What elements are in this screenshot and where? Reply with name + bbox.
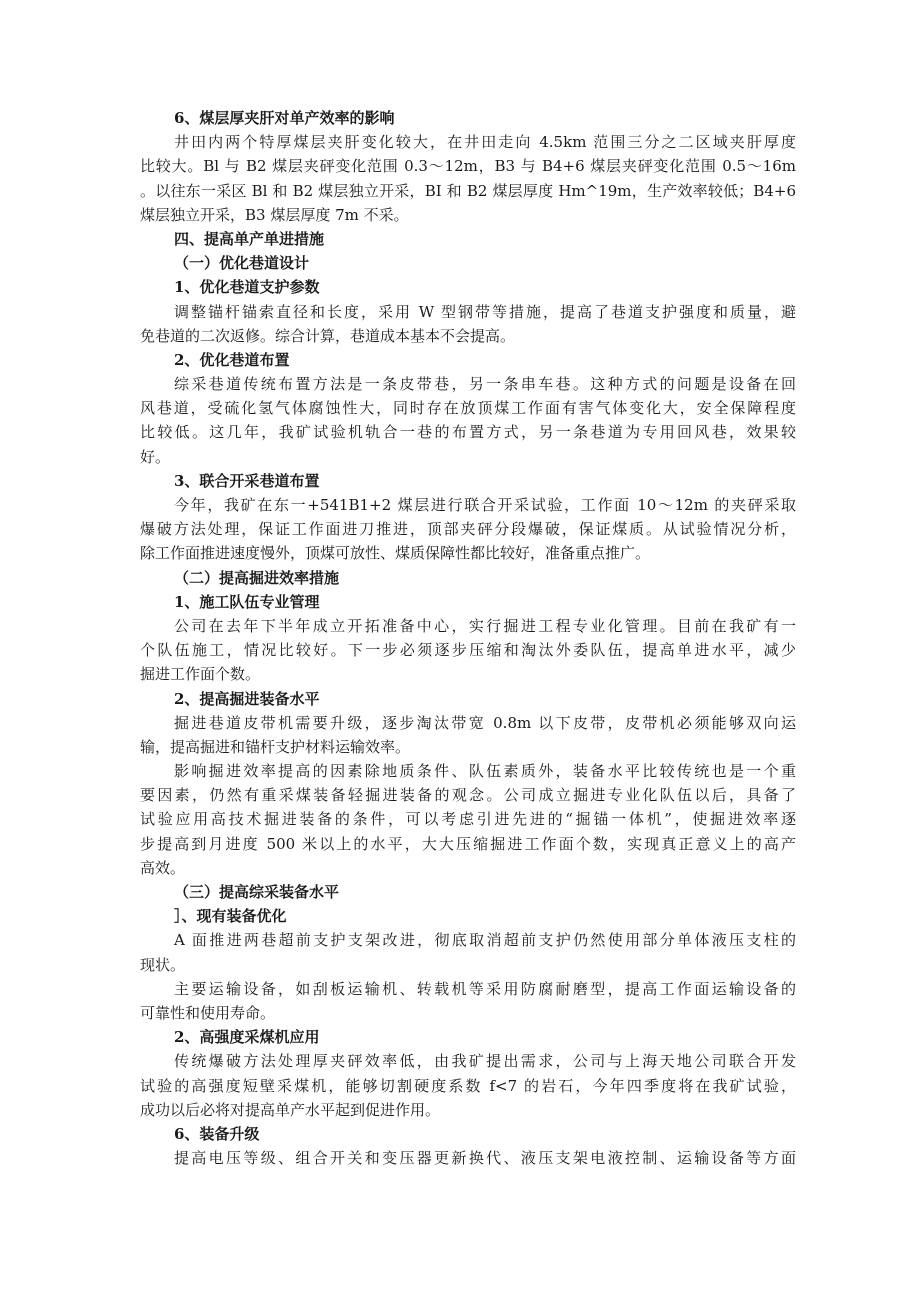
- paragraph-line: 掘进巷道皮带机需要升级，逐步淘汰带宽 0.8m 以下皮带，皮带机必须能够双向运: [174, 713, 796, 732]
- section-heading: 1、施工队伍专业管理: [174, 592, 320, 611]
- section-heading: ］、现有装备优化: [174, 907, 287, 926]
- paragraph-line: 传统爆破方法处理厚夹砰效率低，由我矿提出需求，公司与上海天地公司联合开发: [174, 1052, 796, 1071]
- paragraph-line: 试验应用高技术掘进装备的条件，可以考虑引进先进的“掘锚一体机”，使掘进效率逐: [140, 810, 796, 829]
- paragraph-line: 步提高到月进度 500 米以上的水平，大大压缩掘进工作面个数，实现真正意义上的高产: [140, 834, 796, 853]
- paragraph-line: 调整锚杆锚索直径和长度，采用 W 型钢带等措施，提高了巷道支护强度和质量，避: [174, 302, 796, 321]
- paragraph-line: 除工作面推进速度慢外，顶煤可放性、煤质保障性都比较好，准备重点推广。: [140, 544, 651, 563]
- paragraph-line: 试验的高强度短壁采煤机，能够切割硬度系数 f<7 的岩石，今年四季度将在我矿试验，: [140, 1076, 796, 1095]
- subsection-heading: （二）提高掘进效率措施: [174, 568, 340, 587]
- paragraph-line: 要因素，仍然有重采煤装备轻掘进装备的观念。公司成立掘进专业化队伍以后，具备了: [140, 786, 796, 805]
- paragraph-line: 公司在去年下半年成立开拓准备中心，实行掘进工程专业化管理。目前在我矿有一: [174, 616, 796, 635]
- section-heading: 2、提高掘进装备水平: [174, 689, 320, 708]
- paragraph-line: 成功以后必将对提高单产水平起到促进作用。: [140, 1100, 441, 1119]
- section-heading: 3、联合开采巷道布置: [174, 471, 320, 490]
- paragraph-line: 可靠性和使用寿命。: [140, 1003, 276, 1022]
- paragraph-line: 掘进工作面个数。: [140, 665, 261, 684]
- paragraph-line: 影响掘进效率提高的因素除地质条件、队伍素质外，装备水平比较传统也是一个重: [174, 762, 796, 781]
- paragraph-line: A 面推进两巷超前支护支架改进，彻底取消超前支护仍然使用部分单体液压支柱的: [174, 931, 796, 950]
- paragraph-line: 今年，我矿在东一+541B1+2 煤层进行联合开采试验，工作面 10～12m 的夹砰采取: [174, 496, 796, 514]
- paragraph-line: 个队伍施工，情况比较好。下一步必须逐步压缩和淘汰外委队伍，提高单进水平，减少: [140, 641, 796, 660]
- section-heading: 2、优化巷道布置: [174, 350, 290, 369]
- paragraph-line: 提高电压等级、组合开关和变压器更新换代、液压支架电液控制、运输设备等方面: [174, 1149, 796, 1168]
- section-heading: 2、高强度采煤机应用: [174, 1028, 320, 1047]
- section-heading: 6、煤层厚夹肝对单产效率的影响: [174, 109, 395, 127]
- paragraph-line: 综采巷道传统布置方法是一条皮带巷，另一条串车巷。这种方式的问题是设备在回: [174, 375, 796, 394]
- subsection-heading: （一）优化巷道设计: [174, 254, 310, 273]
- paragraph-line: 风巷道，受硫化氢气体腐蚀性大，同时存在放顶煤工作面有害气体变化大，安全保障程度: [140, 399, 796, 418]
- paragraph-line: 。以往东一采区 Bl 和 B2 煤层独立开采，BI 和 B2 煤层厚度 Hm^19m，生产效率较低；B4+6: [140, 181, 796, 200]
- document-page: [140, 106, 796, 1170]
- subsection-heading: （三）提高综采装备水平: [174, 883, 340, 901]
- paragraph-line: 输，提高掘进和锚杆支护材料运输效率。: [140, 737, 411, 756]
- paragraph-line: 井田内两个特厚煤层夹肝变化较大，在井田走向 4.5km 范围三分之二区域夹肝厚度: [174, 133, 796, 152]
- paragraph-line: 现状。: [140, 955, 186, 974]
- section-heading: 6、装备升级: [174, 1124, 260, 1143]
- section-heading: 1、优化巷道支护参数: [174, 278, 320, 297]
- paragraph-line: 比较低。这几年，我矿试验机轨合一巷的布置方式，另一条巷道为专用回风巷，效果较: [140, 423, 796, 442]
- paragraph-line: 煤层独立开采，B3 煤层厚度 7m 不采。: [140, 205, 409, 224]
- paragraph-line: 高效。: [140, 858, 186, 877]
- paragraph-line: 爆破方法处理，保证工作面进刀推进，顶部夹砰分段爆破，保证煤质。从试验情况分析，: [140, 520, 796, 539]
- chapter-heading: 四、提高单产单进措施: [174, 229, 325, 248]
- paragraph-line: 好。: [140, 447, 171, 466]
- paragraph-line: 主要运输设备，如刮板运输机、转载机等采用防腐耐磨型，提高工作面运输设备的: [174, 979, 796, 998]
- paragraph-line: 免巷道的二次返修。综合计算，巷道成本基本不会提高。: [140, 326, 516, 345]
- paragraph-line: 比较大。Bl 与 B2 煤层夹砰变化范围 0.3～12m，B3 与 B4+6 煤层夹砰变化范围 0.5～16m: [140, 157, 796, 176]
